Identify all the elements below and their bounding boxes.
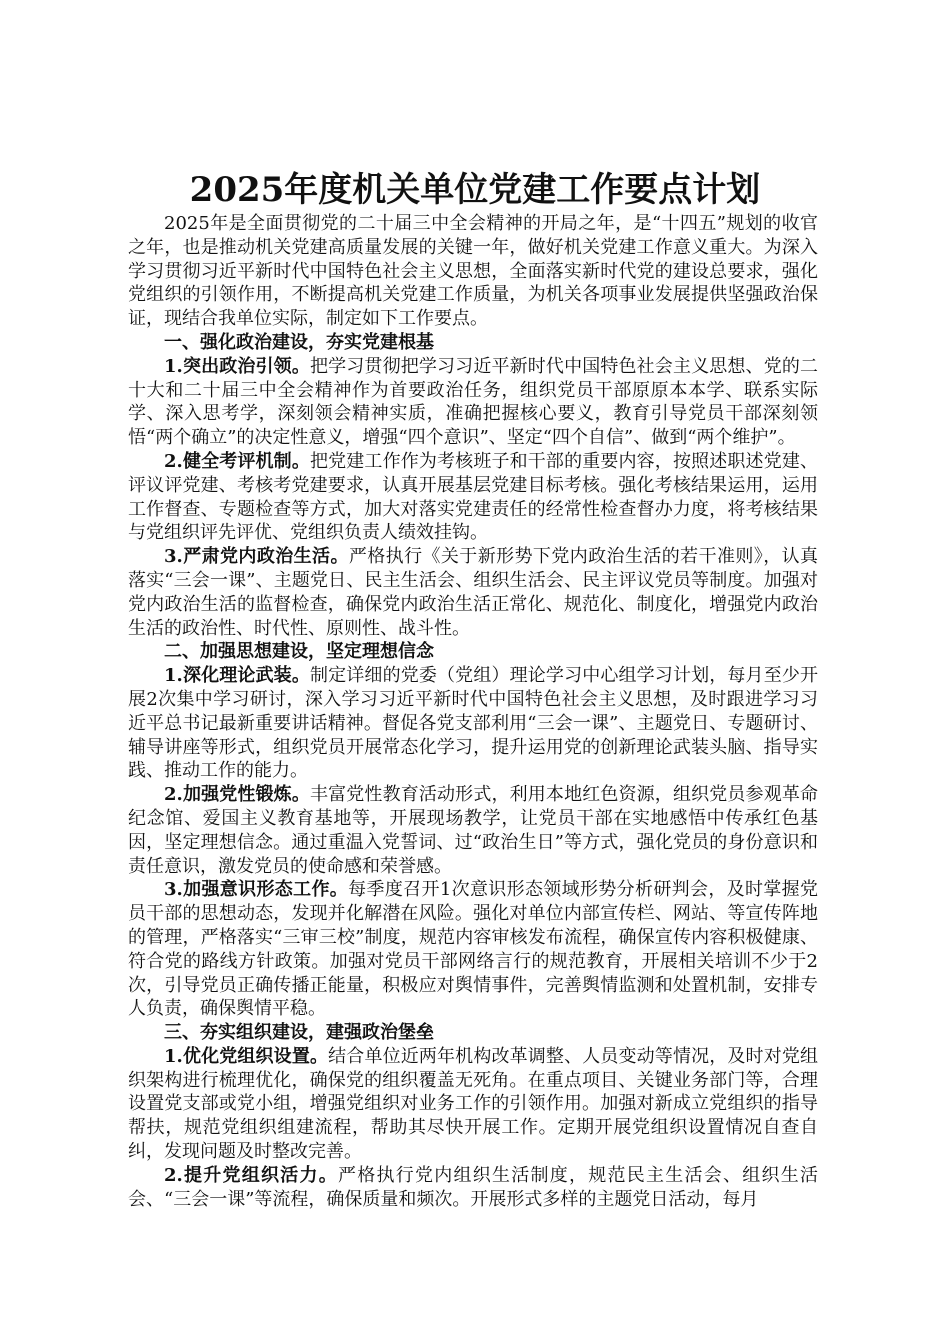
document-title: 2025年度机关单位党建工作要点计划 [189,170,761,210]
item-text: 把学习贯彻把学习习近平新时代中国特色社会主义思想、党的二十大和二十届三中全会精神作为首要政治任务，组织党员干部原原本本学、联系实际学、深入思考学，深刻领会精神实质，准确把握核心要义，教育引导党员干部深刻领悟“两个确立”的决定性意义，增强“四个意识”、坚定“四个自信”、做到“两个维护”。 [128,355,818,449]
item-lead: 2.加强党性锻炼。 [164,784,310,806]
section-heading: 三、夯实组织建设，建强政治堡垒 [164,1022,434,1044]
section-item [128,1045,818,1164]
item-text: 严格执行《关于新形势下党内政治生活的若干准则》，认真落实“三会一课”、主题党日、民主生活会、组织生活会、民主评议党员等制度。加强对党内政治生活的监督检查，确保党内政治生活正常化、规范化、制度化，增强党内政治生活的政治性、时代性、原则性、战斗性。 [128,546,819,639]
section-item [128,450,818,545]
item-text: 严格执行党内组织生活制度，规范民主生活会、组织生活会、“三会一课”等流程，确保质量和频次。开展形式多样的主题党日活动，每月 [128,1164,818,1210]
item-lead: 3.严肃党内政治生活。 [164,546,349,568]
section-item [128,545,818,640]
item-lead: 1.深化理论武装。 [164,665,310,687]
item-text: 结合单位近两年机构改革调整、人员变动等情况，及时对党组织架构进行梳理优化，确保党的组织覆盖无死角。在重点项目、关键业务部门等，合理设置党支部或党小组，增强党组织对业务工作的引领作用。加强对新成立党组织的指导帮扶，规范党组织组建流程，帮助其尽快开展工作。定期开展党组织设置情况自查自纠，发现问题及时整改完善。 [128,1045,819,1163]
section-item [128,355,818,450]
section-item [128,878,818,1021]
item-lead: 2.健全考评机制。 [164,450,310,472]
item-text: 把党建工作作为考核班子和干部的重要内容，按照述职述党建、评议评党建、考核考党建要求，认真开展基层党建目标考核。强化考核结果运用，运用工作督查、专题检查等方式，加大对落实党建责任的经常性检查督办力度，将考核结果与党组织评先评优、党组织负责人绩效挂钩。 [128,450,818,544]
item-text: 制定详细的党委（党组）理论学习中心组学习计划，每月至少开展2次集中学习研讨，深入学习习近平新时代中国特色社会主义思想，及时跟进学习习近平总书记最新重要讲话精神。督促各党支部利用“三会一课”、主题党日、专题研讨、辅导讲座等形式，组织党员开展常态化学习，提升运用党的创新理论武装头脑、指导实践、推动工作的能力。 [128,665,818,782]
section-heading: 二、加强思想建设，坚定理想信念 [164,641,434,663]
item-lead: 1.优化党组织设置。 [164,1045,329,1067]
section-heading: 一、强化政治建设，夯实党建根基 [164,331,434,353]
item-text: 每季度召开1次意识形态领域形势分析研判会，及时掌握党员干部的思想动态，发现并化解潜在风险。强化对单位内部宣传栏、网站、等宣传阵地的管理，严格落实“三审三校”制度，规范内容审核发布流程，确保宣传内容积极健康、符合党的路线方针政策。加强对党员干部网络言行的规范教育，开展相关培训不少于2次，引导党员正确传播正能量，积极应对舆情事件，完善舆情监测和处置机制，安排专人负责，确保舆情平稳。 [128,879,818,1020]
item-text: 丰富党性教育活动形式，利用本地红色资源，组织党员参观革命纪念馆、爱国主义教育基地等，开展现场教学，让党员干部在实地感悟中传承红色基因，坚定理想信念。通过重温入党誓词、过“政治生日”等方式，强化党员的身份意识和责任意识，激发党员的使命感和荣誉感。 [128,784,818,877]
intro-paragraph: 2025年是全面贯彻党的二十届三中全会精神的开局之年，是“十四五”规划的收官之年，也是推动机关党建高质量发展的关键一年，做好机关党建工作意义重大。为深入学习贯彻习近平新时代中国特色社会主义思想，全面落实新时代党的建设总要求，强化党组织的引领作用，不断提高机关党建工作质量，为机关各项事业发展提供坚强政治保证，现结合我单位实际，制定如下工作要点。 [128,213,818,330]
section-item [128,783,818,878]
document-body [128,212,818,1211]
item-lead: 2.提升党组织活力。 [164,1164,339,1186]
section-item [128,1164,818,1212]
item-lead: 3.加强意识形态工作。 [164,879,349,901]
item-lead: 1.突出政治引领。 [164,355,310,377]
section-item [128,664,818,783]
